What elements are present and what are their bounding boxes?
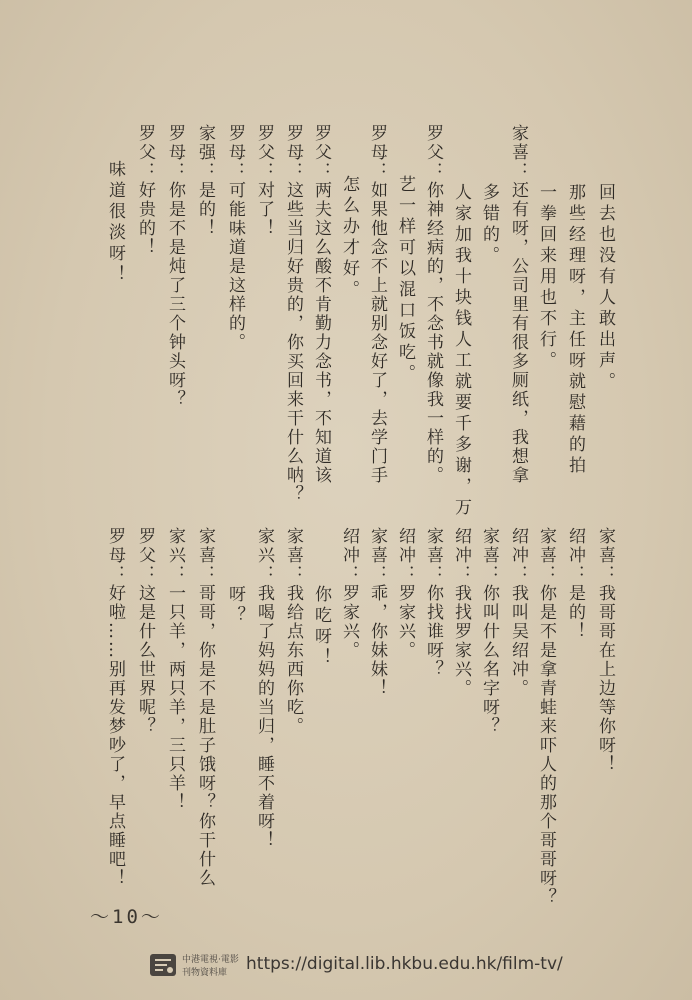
top-col-9: 罗母：如果他念不上就别念好了，去学门手 <box>367 124 387 485</box>
top-col-4: 家喜：还有呀，公司里有很多厕纸，我想拿 <box>508 124 528 485</box>
top-col-14: 罗母：可能味道是这样的。 <box>225 124 245 352</box>
top-col-2: 那些经理呀，主任呀就慰藉的拍 <box>565 183 585 477</box>
footer-url: https://digital.lib.hkbu.edu.hk/film-tv/ <box>246 954 563 974</box>
archive-logo-icon <box>148 950 178 980</box>
bottom-col-8: 绍冲：罗家兴。 <box>395 527 415 660</box>
top-col-18: 味道很淡呀！ <box>105 160 125 286</box>
bottom-col-11: 你吃呀！ <box>311 585 331 669</box>
bottom-col-18: 罗母：好啦……别再发梦吵了，早点睡吧！ <box>105 527 125 888</box>
top-col-3: 一拳回来用也不行。 <box>536 183 556 372</box>
top-col-15: 家强：是的！ <box>195 124 215 238</box>
footer-org-line1: 中港電視·電影 <box>182 955 239 965</box>
top-col-7: 罗父：你神经病的，不念书就像我一样的。 <box>423 124 443 485</box>
bottom-col-10: 绍冲：罗家兴。 <box>339 527 359 660</box>
bottom-col-3: 家喜：你是不是拿青蛙来吓人的那个哥哥呀？ <box>536 527 556 907</box>
page-number: ～10～ <box>90 906 163 928</box>
bottom-col-15: 家喜：哥哥，你是不是肚子饿呀？你干什么 <box>195 527 215 888</box>
bottom-col-16: 家兴：一只羊，两只羊，三只羊！ <box>165 527 185 812</box>
top-col-10: 怎么办才好。 <box>339 175 359 301</box>
bottom-col-6: 绍冲：我找罗家兴。 <box>451 527 471 698</box>
bottom-col-9: 家喜：乖，你妹妹！ <box>367 527 387 698</box>
top-col-16: 罗母：你是不是炖了三个钟头呀？ <box>165 124 185 409</box>
bottom-col-13: 家兴：我喝了妈妈的当归，睡不着呀！ <box>254 527 274 850</box>
top-col-12: 罗母：这些当归好贵的，你买回来干什么呐？ <box>283 124 303 504</box>
bottom-col-2: 绍冲：是的！ <box>565 527 585 641</box>
top-col-17: 罗父：好贵的！ <box>135 124 155 257</box>
bottom-col-17: 罗父：这是什么世界呢？ <box>135 527 155 736</box>
bottom-col-14: 呀？ <box>225 585 245 627</box>
bottom-col-1: 家喜：我哥哥在上边等你呀！ <box>595 527 615 774</box>
bottom-col-7: 家喜：你找谁呀？ <box>423 527 443 679</box>
footer-watermark <box>148 946 668 986</box>
top-col-1: 回去也没有人敢出声。 <box>595 183 615 393</box>
top-col-5: 多错的。 <box>479 183 499 267</box>
top-col-13: 罗父：对了！ <box>254 124 274 238</box>
bottom-col-12: 家喜：我给点东西你吃。 <box>283 527 303 736</box>
bottom-col-5: 家喜：你叫什么名字呀？ <box>479 527 499 736</box>
footer-org-line2: 刊物資料庫 <box>182 968 228 978</box>
top-col-6: 人家加我十块钱人工就要千多谢，万 <box>451 183 471 519</box>
bottom-col-4: 绍冲：我叫吴绍冲。 <box>508 527 528 698</box>
top-col-8: 艺一样可以混口饭吃。 <box>395 175 415 385</box>
top-col-11: 罗父：两夫这么酸不肯勤力念书，不知道该 <box>311 124 331 485</box>
